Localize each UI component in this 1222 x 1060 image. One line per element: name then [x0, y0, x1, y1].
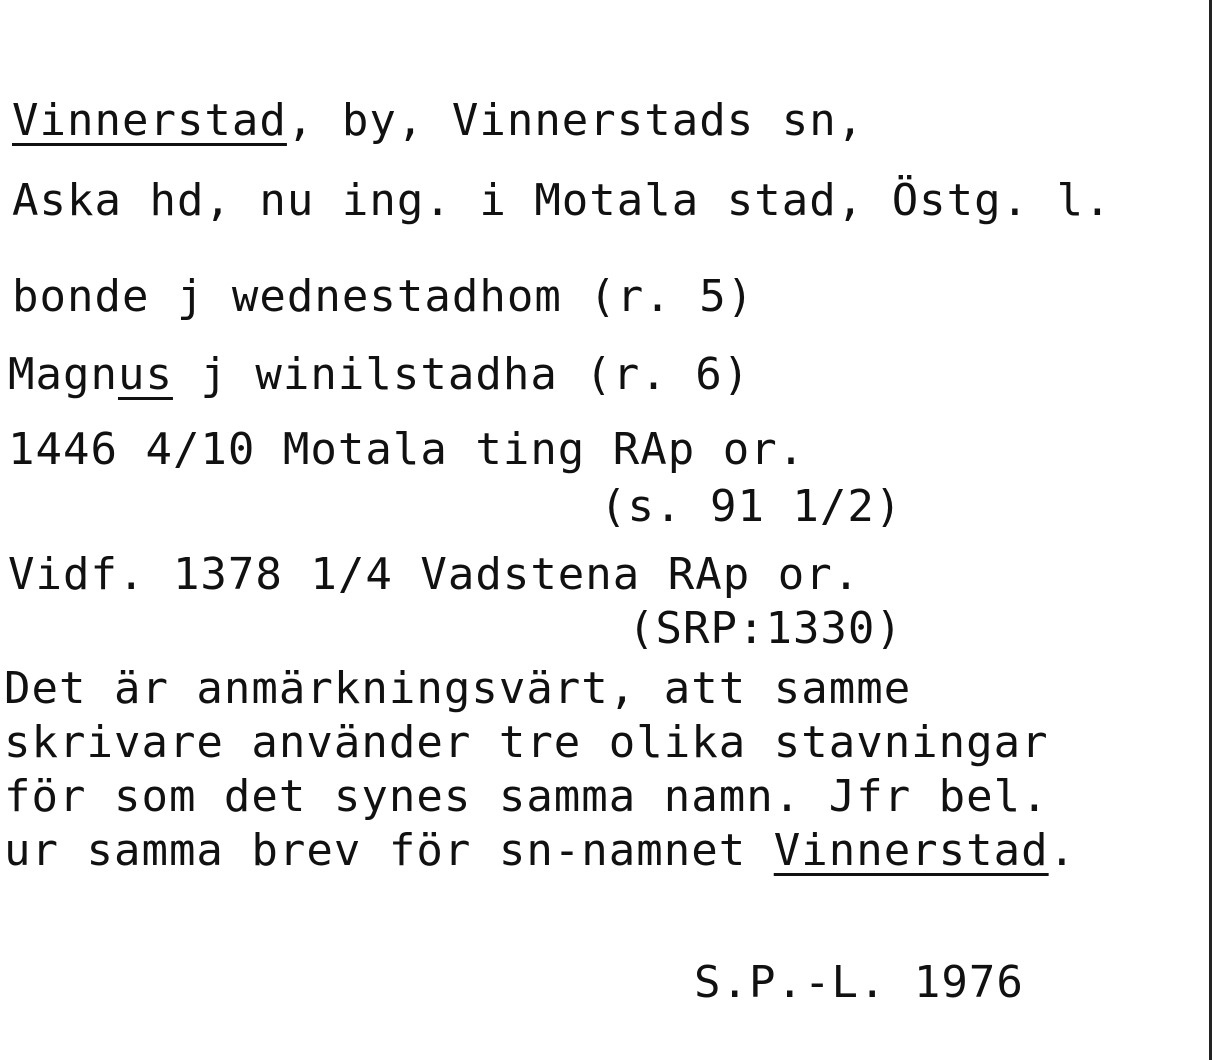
source-line-2 [8, 350, 750, 400]
location-line: Aska hd, nu ing. i Motala stad, Östg. l. [12, 175, 1112, 226]
citation-line-1: 1446 4/10 Motala ting RAp or. [8, 424, 806, 475]
source-line-2-post: j winilstadha (r. 6) [172, 349, 751, 400]
citation-line-2: Vidf. 1378 1/4 Vadstena RAp or. [8, 549, 861, 600]
note-line-4 [4, 826, 1076, 876]
note-line-4-post: . [1048, 825, 1077, 876]
card-edge [1209, 0, 1212, 1060]
note-line-2: skrivare använder tre olika stavningar [4, 717, 1049, 768]
citation-line-1-ref: (s. 91 1/2) [600, 481, 903, 532]
note-line-1: Det är anmärkningsvärt, att samme [4, 663, 912, 714]
note-line-4-underlined: Vinnerstad [773, 825, 1049, 876]
source-line-1: bonde j wednestadhom (r. 5) [12, 271, 755, 322]
source-line-2-underlined: us [117, 349, 173, 400]
source-line-2-pre: Magn [8, 349, 118, 400]
note-line-4-pre: ur samma brev för sn-namnet [4, 825, 774, 876]
citation-line-2-ref: (SRP:1330) [628, 603, 903, 654]
note-line-3: för som det synes samma namn. Jfr bel. [4, 771, 1049, 822]
heading-place: Vinnerstad [12, 95, 287, 146]
heading-line [12, 96, 864, 146]
signature: S.P.-L. 1976 [694, 957, 1024, 1008]
heading-rest: , by, Vinnerstads sn, [286, 95, 865, 146]
